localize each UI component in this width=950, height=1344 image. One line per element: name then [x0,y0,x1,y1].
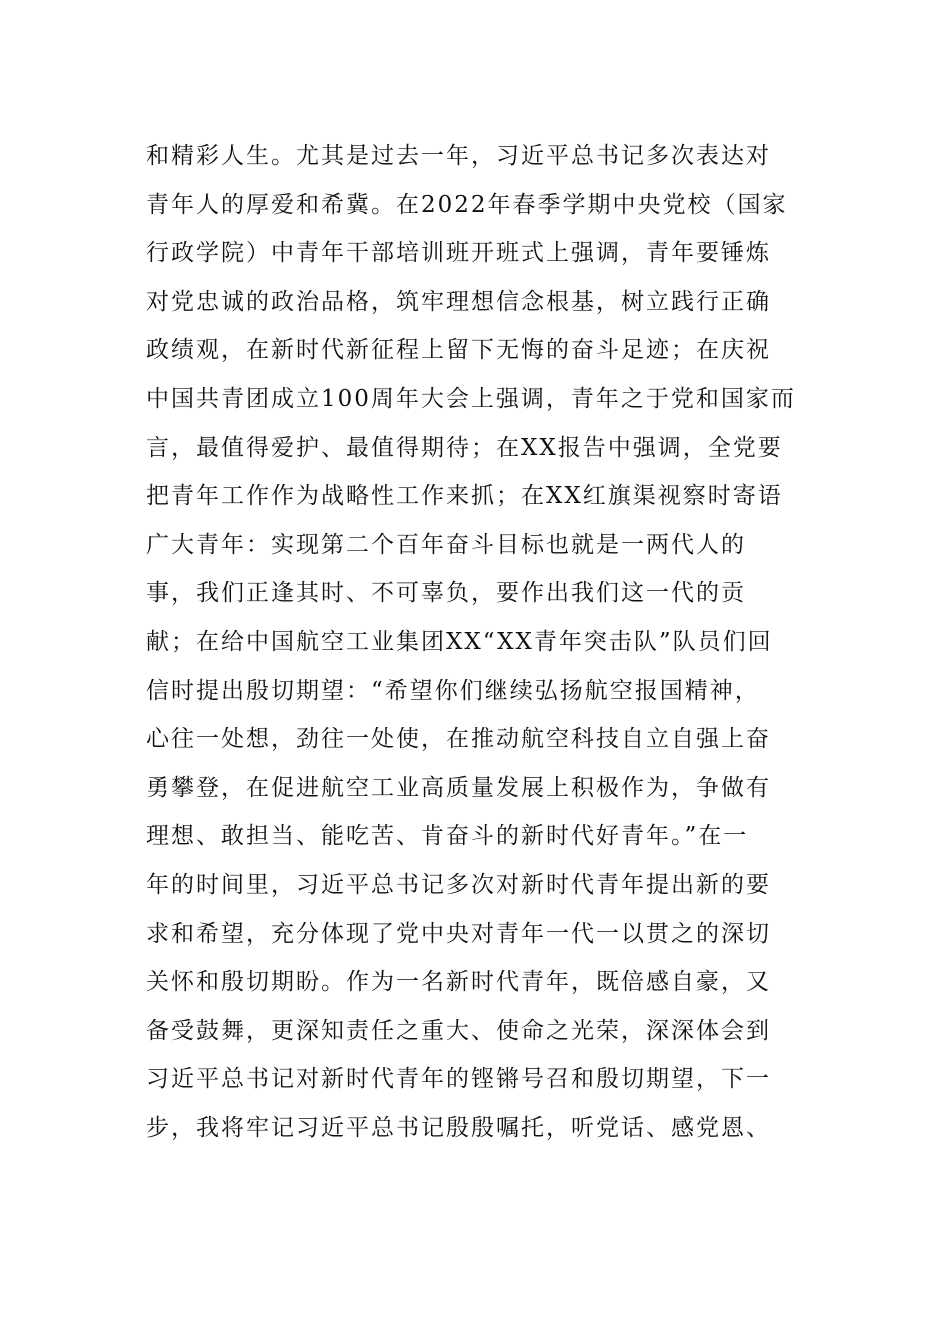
text-line: 广大青年：实现第二个百年奋斗目标也就是一两代人的 [146,531,746,558]
text-line: 习近平总书记对新时代青年的铿锵号召和殷切期望，下一 [146,1066,771,1093]
text-line: 备受鼓舞，更深知责任之重大、使命之光荣，深深体会到 [146,1017,771,1044]
text-line: 年的时间里，习近平总书记多次对新时代青年提出新的要 [146,871,771,898]
text-line: 行政学院）中青年干部培训班开班式上强调，青年要锤炼 [146,240,771,267]
text-line: 中国共青团成立100周年大会上强调，青年之于党和国家而 [146,385,796,412]
body-paragraph [146,132,826,1152]
text-line: 政绩观，在新时代新征程上留下无悔的奋斗足迹；在庆祝 [146,337,771,364]
text-line: 心往一处想，劲往一处使，在推动航空科技自立自强上奋 [146,726,771,753]
text-line: 对党忠诚的政治品格，筑牢理想信念根基，树立践行正确 [146,288,771,315]
text-line: 献；在给中国航空工业集团XX“XX青年突击队”队员们回 [146,628,773,655]
text-line: 理想、敢担当、能吃苦、肯奋斗的新时代好青年。”在一 [146,823,749,850]
text-line: 求和希望，充分体现了党中央对青年一代一以贯之的深切 [146,920,771,947]
text-line: 青年人的厚爱和希冀。在2022年春季学期中央党校（国家 [146,191,788,218]
text-line: 言，最值得爱护、最值得期待；在XX报告中强调，全党要 [146,434,783,461]
text-line: 勇攀登，在促进航空工业高质量发展上积极作为，争做有 [146,774,771,801]
text-line: 信时提出殷切期望：“希望你们继续弘扬航空报国精神， [146,677,760,704]
text-line: 和精彩人生。尤其是过去一年，习近平总书记多次表达对 [146,143,771,169]
text-line: 把青年工作作为战略性工作来抓；在XX红旗渠视察时寄语 [146,483,783,510]
text-line: 关怀和殷切期盼。作为一名新时代青年，既倍感自豪，又 [146,969,771,996]
text-line: 事，我们正逢其时、不可辜负，要作出我们这一代的贡 [146,580,746,607]
text-line: 步，我将牢记习近平总书记殷殷嘱托，听党话、感党恩、 [146,1114,771,1141]
